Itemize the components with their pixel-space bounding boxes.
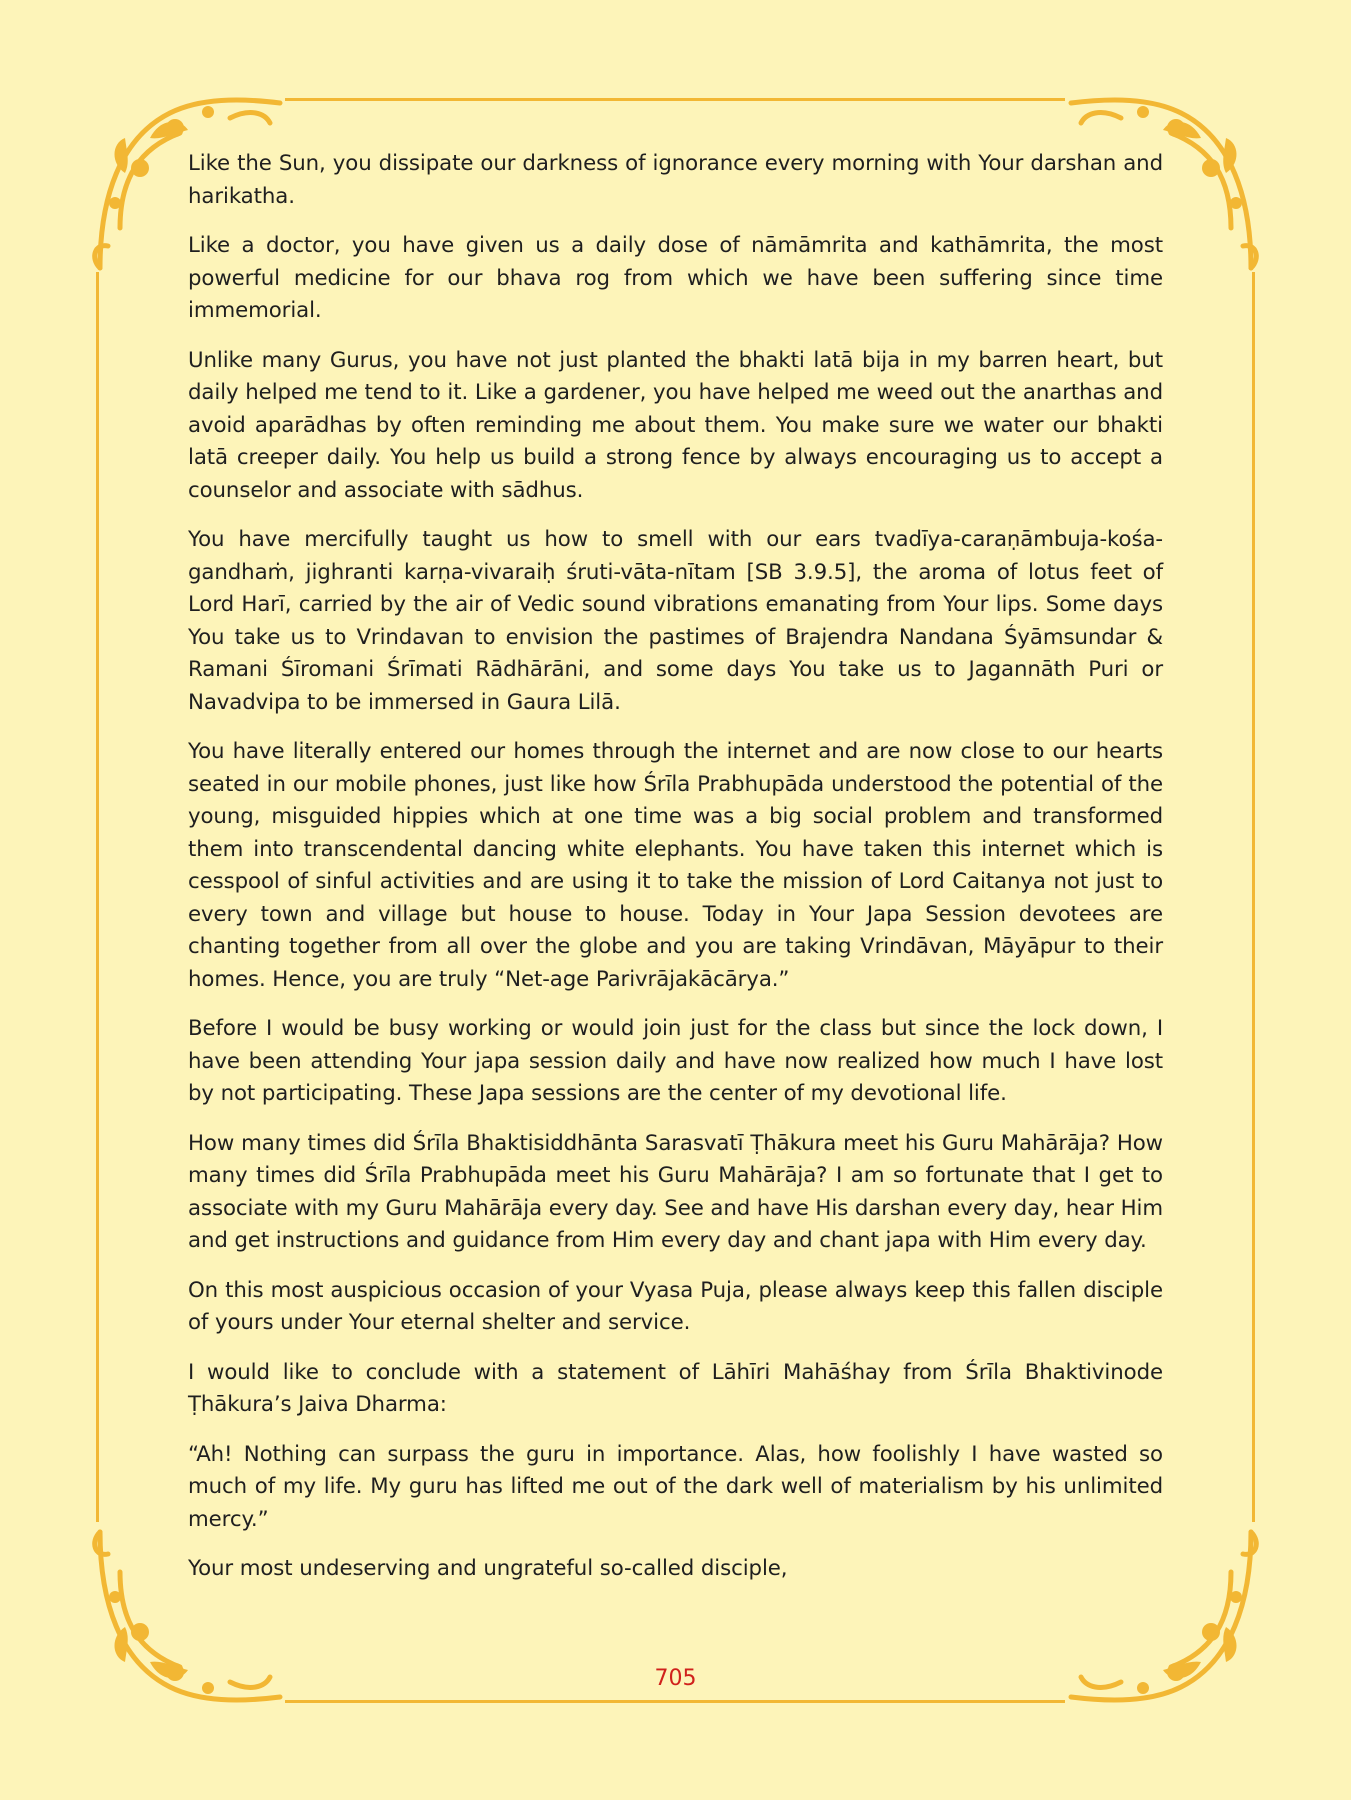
border-left-line bbox=[96, 272, 99, 1522]
paragraph: Like a doctor, you have given us a daily dose of nāmāmrita and kathāmrita, the most powerful medicine for our bhava rog from which we have been suffering since time immemorial. bbox=[188, 233, 1163, 323]
paragraph: Before I would be busy working or would join just for the class but since the lock down, I have been attending Your japa session daily and have now realized how much I have lost by not participating. These Japa sessions are the center of my devotional life. bbox=[188, 1016, 1163, 1106]
letter-body bbox=[188, 148, 1163, 1603]
paragraph: Like the Sun, you dissipate our darkness of ignorance every morning with Your darshan and harikatha. bbox=[188, 151, 1163, 209]
paragraph: “Ah! Nothing can surpass the guru in importance. Alas, how foolishly I have wasted so much of my life. My guru has lifted me out of the dark well of materialism by his unlimited mercy.” bbox=[188, 1441, 1163, 1532]
page-number: 705 bbox=[654, 1666, 697, 1691]
paragraph: You have mercifully taught us how to smell with our ears tvadīya-caraṇāmbuja-kośa-gandhaṁ, jighranti karṇa-vivaraiḥ śruti-vāta-nītam [SB 3.9.5], the aroma of lotus feet of Lord Harī, carried by the air of Vedic sound vibrations emanating from Your lips. Some days You take us to Vrindavan to envision the pastimes of Brajendra Nandana Śyāmsundar & Ramani Śīromani Śrīmati Rādhārāni, and some days You take us to Jagannāth Puri or Navadvipa to be immersed in Gaura Lilā. bbox=[188, 527, 1163, 715]
paragraph: I would like to conclude with a statement of Lāhīri Mahāśhay from Śrīla Bhaktivinode Ṭhākura’s Jaiva Dharma: bbox=[188, 1359, 1163, 1417]
paragraph: On this most auspicious occasion of your Vyasa Puja, please always keep this fallen disciple of yours under Your eternal shelter and service. bbox=[188, 1277, 1163, 1335]
closing-line: Your most undeserving and ungrateful so-called disciple, bbox=[188, 1556, 788, 1581]
paragraph: You have literally entered our homes through the internet and are now close to our hearts seated in our mobile phones, just like how Śrīla Prabhupāda understood the potential of the young, misguided hippies which at one time was a big social problem and transformed them into transcendental dancing white elephants. You have taken this internet which is cesspool of sinful activities and are using it to take the mission of Lord Caitanya not just to every town and village but house to house. Today in Your Japa Session devotees are chanting together from all over the globe and you are taking Vrindāvan, Māyāpur to their homes. Hence, you are truly “Net-age Parivrājakācārya.” bbox=[188, 739, 1163, 992]
border-top-line bbox=[285, 98, 1065, 101]
paragraph: Unlike many Gurus, you have not just planted the bhakti latā bija in my barren heart, but daily helped me tend to it. Like a gardener, you have helped me weed out the anarthas and avoid aparādhas by often reminding me about them. You make sure we water our bhakti latā creeper daily. You help us build a strong fence by always encouraging us to accept a counselor and associate with sādhus. bbox=[188, 347, 1163, 503]
border-right-line bbox=[1252, 272, 1255, 1522]
paragraph: How many times did Śrīla Bhaktisiddhānta Sarasvatī Ṭhākura meet his Guru Mahārāja? How many times did Śrīla Prabhupāda meet his Guru Mahārāja? I am so fortunate that I get to associate with my Guru Mahārāja every day. See and have His darshan every day, hear Him and get instructions and guidance from Him every day and chant japa with Him every day. bbox=[188, 1130, 1163, 1253]
border-bottom-line bbox=[285, 1700, 1065, 1703]
